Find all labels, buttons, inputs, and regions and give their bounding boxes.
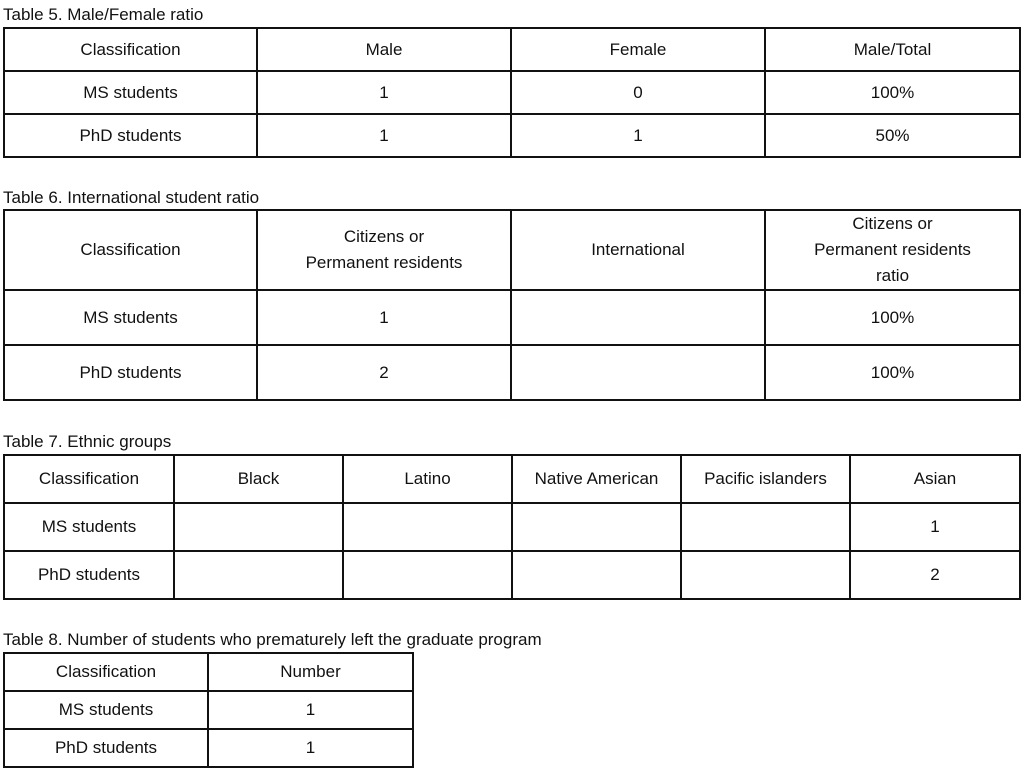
table-row — [4, 290, 1020, 345]
table-row — [4, 114, 1020, 157]
header-cell: Citizens or Permanent residents — [257, 210, 511, 290]
table-cell: MS students — [4, 503, 174, 551]
table-row — [4, 71, 1020, 114]
table-cell: 1 — [850, 503, 1020, 551]
header-cell: Citizens or Permanent residents ratio — [765, 210, 1020, 290]
table-row — [4, 729, 413, 767]
table-row — [4, 551, 1020, 599]
table6-international-student-ratio — [3, 209, 1021, 401]
header-cell: Latino — [343, 455, 512, 503]
table-row — [4, 503, 1020, 551]
table-row — [4, 691, 413, 729]
table-cell — [343, 503, 512, 551]
table-cell: 1 — [208, 729, 413, 767]
table6-caption: Table 6. International student ratio — [3, 188, 260, 207]
table-cell: PhD students — [4, 114, 257, 157]
table-cell — [681, 551, 850, 599]
table-cell: 2 — [850, 551, 1020, 599]
header-cell: Asian — [850, 455, 1020, 503]
table-cell: 1 — [257, 290, 511, 345]
table7-caption: Table 7. Ethnic groups — [3, 432, 172, 451]
table-cell — [511, 290, 765, 345]
table-cell — [681, 503, 850, 551]
table-cell — [174, 503, 343, 551]
table-cell: MS students — [4, 290, 257, 345]
table-cell: 0 — [511, 71, 765, 114]
header-cell: International — [511, 210, 765, 290]
header-cell: Classification — [4, 210, 257, 290]
table5-caption: Table 5. Male/Female ratio — [3, 5, 204, 24]
table-cell: 1 — [208, 691, 413, 729]
table-header-row — [4, 210, 1020, 290]
header-cell: Native American — [512, 455, 681, 503]
table7-ethnic-groups — [3, 454, 1021, 600]
table-header-row — [4, 28, 1020, 71]
table-cell: PhD students — [4, 551, 174, 599]
table-cell: 100% — [765, 71, 1020, 114]
header-cell: Male/Total — [765, 28, 1020, 71]
header-cell: Classification — [4, 28, 257, 71]
header-cell: Classification — [4, 653, 208, 691]
table-cell: 50% — [765, 114, 1020, 157]
table-cell: 100% — [765, 290, 1020, 345]
table-cell: PhD students — [4, 729, 208, 767]
header-cell: Female — [511, 28, 765, 71]
header-cell: Black — [174, 455, 343, 503]
table-cell — [512, 551, 681, 599]
table-cell: 1 — [257, 114, 511, 157]
header-cell: Number — [208, 653, 413, 691]
table-cell: 1 — [257, 71, 511, 114]
header-cell: Male — [257, 28, 511, 71]
table8-students-left-program — [3, 652, 414, 768]
table5-male-female-ratio — [3, 27, 1021, 158]
table-header-row — [4, 455, 1020, 503]
table-cell — [343, 551, 512, 599]
table8-caption: Table 8. Number of students who prematurely left the graduate program — [3, 630, 542, 649]
table-cell: 1 — [511, 114, 765, 157]
header-cell: Pacific islanders — [681, 455, 850, 503]
table-cell — [512, 503, 681, 551]
header-cell: Classification — [4, 455, 174, 503]
table-cell — [174, 551, 343, 599]
table-row — [4, 345, 1020, 400]
table-cell: MS students — [4, 691, 208, 729]
table-cell: MS students — [4, 71, 257, 114]
table-cell — [511, 345, 765, 400]
table-cell: PhD students — [4, 345, 257, 400]
table-cell: 100% — [765, 345, 1020, 400]
table-cell: 2 — [257, 345, 511, 400]
table-header-row — [4, 653, 413, 691]
